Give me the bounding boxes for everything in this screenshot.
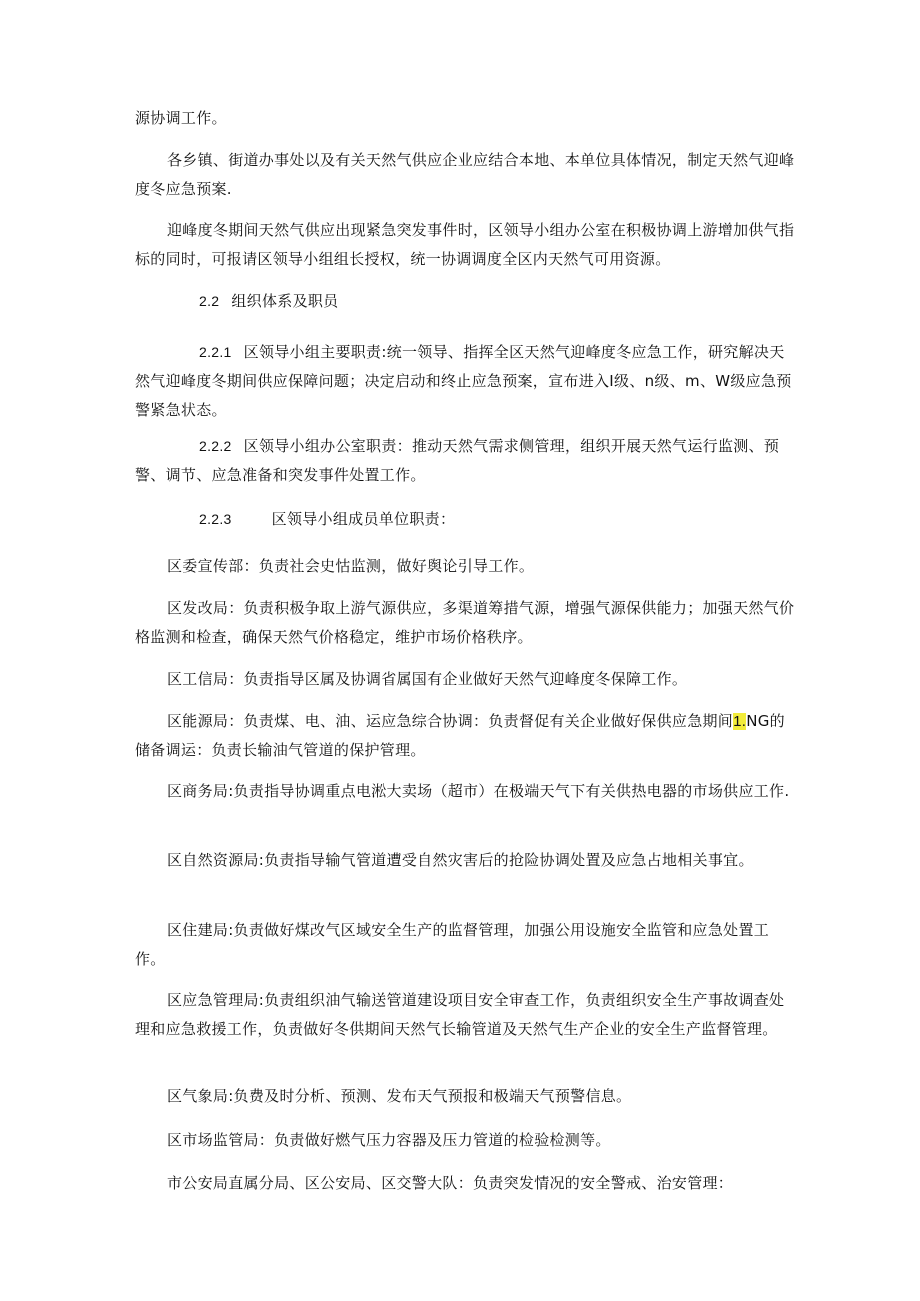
duty-text-continued: NG的储备调运：负责长输油气管道的保护管理。	[135, 712, 785, 759]
duty-commerce-bureau: 区商务局:负责指导协调重点电淞大卖场（超市）在极端天气下有关供热电器的市场供应工作.	[167, 782, 790, 800]
duty-natural-resources: 区自然资源局:负责指导输气管道遭受自然灾害后的抢险协调处置及应急占地相关事宜。	[167, 851, 754, 869]
section-2-2-1	[135, 338, 795, 425]
duty-market-supervision: 区市场监管局：负责做好燃气压力容器及压力管道的检验检测等。	[167, 1131, 611, 1149]
section-number: 2.2	[199, 293, 220, 309]
duty-text: 区能源局：负责煤、电、油、运应急综合协调：负责督促有关企业做好保供应急期间	[167, 712, 734, 730]
section-text: 区领导小组主要职责:统一领导、指挥全区天然气迎峰度冬应急工作，研究解决天然气迎峰度冬期间供应保障问题；决定启动和终止应急预案，宣布进入I级、n级、m、W级应急预警紧急状态。	[135, 343, 792, 419]
duty-propaganda-dept: 区委宣传部：负责社会史怙监测，做好舆论引导工作。	[167, 557, 535, 575]
section-number: 2.2.1	[199, 344, 232, 360]
duty-industry-it: 区工信局：负责指导区属及协调省属国有企业做好天然气迎峰度冬保障工作。	[167, 670, 688, 688]
section-2-2-2	[135, 432, 795, 490]
duty-energy-bureau	[135, 707, 795, 765]
duty-development-reform: 区发改局：负责积极争取上游气源供应，多渠道筹措气源，增强气源保供能力；加强天然气价格监测和检查，确保天然气价格稳定，维护市场价格秩序。	[135, 599, 795, 646]
paragraph-contingency-plan: 各乡镇、街道办事处以及有关天然气供应企业应结合本地、本单位具体情况，制定天然气迎峰度冬应急预案.	[135, 151, 795, 198]
highlighted-text: 1.	[733, 713, 747, 730]
section-number: 2.2.3	[199, 511, 232, 527]
duty-emergency-management: 区应急管理局:负责组织油气输送管道建设项目安全审查工作，负责组织安全生产事故调查处理和应急救援工作，负责做好冬供期间天然气长输管道及天然气生产企业的安全生产监督管理。	[135, 991, 785, 1038]
section-number: 2.2.2	[199, 438, 232, 454]
paragraph-emergency-dispatch: 迎峰度冬期间天然气供应出现紧急突发事件时，区领导小组办公室在积极协调上游增加供气指标的同时，可报请区领导小组组长授权，统一协调调度全区内天然气可用资源。	[135, 221, 795, 268]
duty-housing-construction: 区住建局:负责做好煤改气区域安全生产的监督管理，加强公用设施安全监管和应急处置工作。	[135, 921, 770, 968]
section-text: 区领导小组成员单位职责：	[271, 510, 456, 528]
section-2-2-3	[135, 505, 795, 534]
paragraph-continuation: 源协调工作。	[135, 109, 227, 127]
duty-public-security: 市公安局直属分局、区公安局、区交警大队：负责突发情况的安全警戒、治安管理：	[167, 1174, 734, 1192]
duty-meteorology: 区气象局:负费及时分析、预测、发布天气预报和极端天气预警信息。	[167, 1087, 632, 1105]
section-title: 组织体系及职员	[231, 292, 339, 310]
section-text: 区领导小组办公室职责：推动天然气需求侧管理，组织开展天然气运行监测、预警、调节、应急准备和突发事件处置工作。	[135, 437, 780, 484]
section-2-2-heading	[135, 287, 795, 316]
